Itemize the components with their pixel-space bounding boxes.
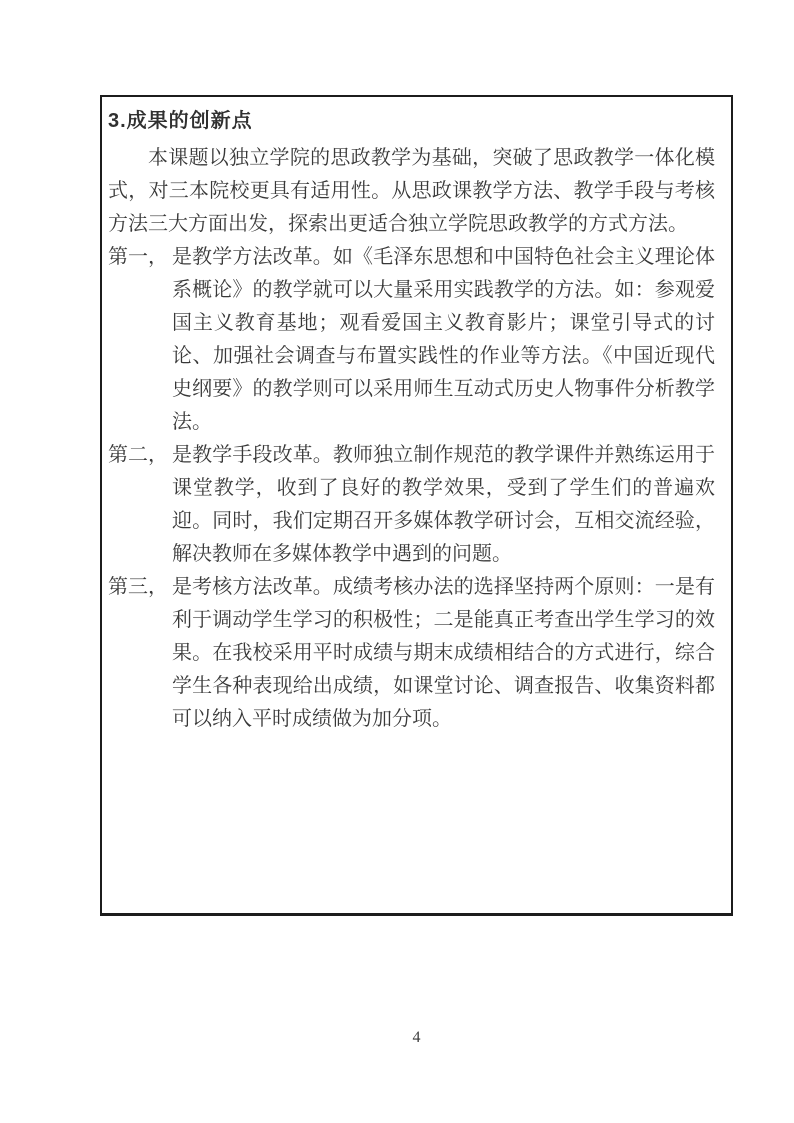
item-text-second: 是教学手段改革。教师独立制作规范的教学课件并熟练运用于课堂教学，收到了良好的教学效果，受到了学生们的普遍欢迎。同时，我们定期召开多媒体教学研讨会，互相交流经验，解决教师在多媒体教学中遇到的问题。 — [172, 444, 715, 565]
item-label-second: 第二， — [108, 444, 168, 466]
page-number: 4 — [412, 1029, 421, 1046]
list-item — [108, 571, 715, 736]
intro-paragraph: 本课题以独立学院的思政教学为基础，突破了思政教学一体化模式，对三本院校更具有适用性。从思政课教学方法、教学手段与考核方法三大方面出发，探索出更适合独立学院思政教学的方式方法。 — [108, 147, 715, 235]
item-text-third: 是考核方法改革。成绩考核办法的选择坚持两个原则：一是有利于调动学生学习的积极性；二是能真正考查出学生学习的效果。在我校采用平时成绩与期末成绩相结合的方式进行，综合学生各种表现给出成绩，如课堂讨论、调查报告、收集资料都可以纳入平时成绩做为加分项。 — [172, 576, 715, 730]
list-item — [108, 241, 715, 439]
item-label-first: 第一， — [108, 246, 168, 268]
table-cell-content — [102, 97, 731, 736]
content-table-cell — [100, 95, 733, 916]
list-item — [108, 439, 715, 571]
item-label-third: 第三， — [108, 576, 168, 598]
item-text-first: 是教学方法改革。如《毛泽东思想和中国特色社会主义理论体系概论》的教学就可以大量采用实践教学的方法。如：参观爱国主义教育基地；观看爱国主义教育影片；课堂引导式的讨论、加强社会调查与布置实践性的作业等方法。《中国近现代史纲要》的教学则可以采用师生互动式历史人物事件分析教学法。 — [172, 246, 715, 433]
section-title: 3.成果的创新点 — [108, 110, 253, 132]
